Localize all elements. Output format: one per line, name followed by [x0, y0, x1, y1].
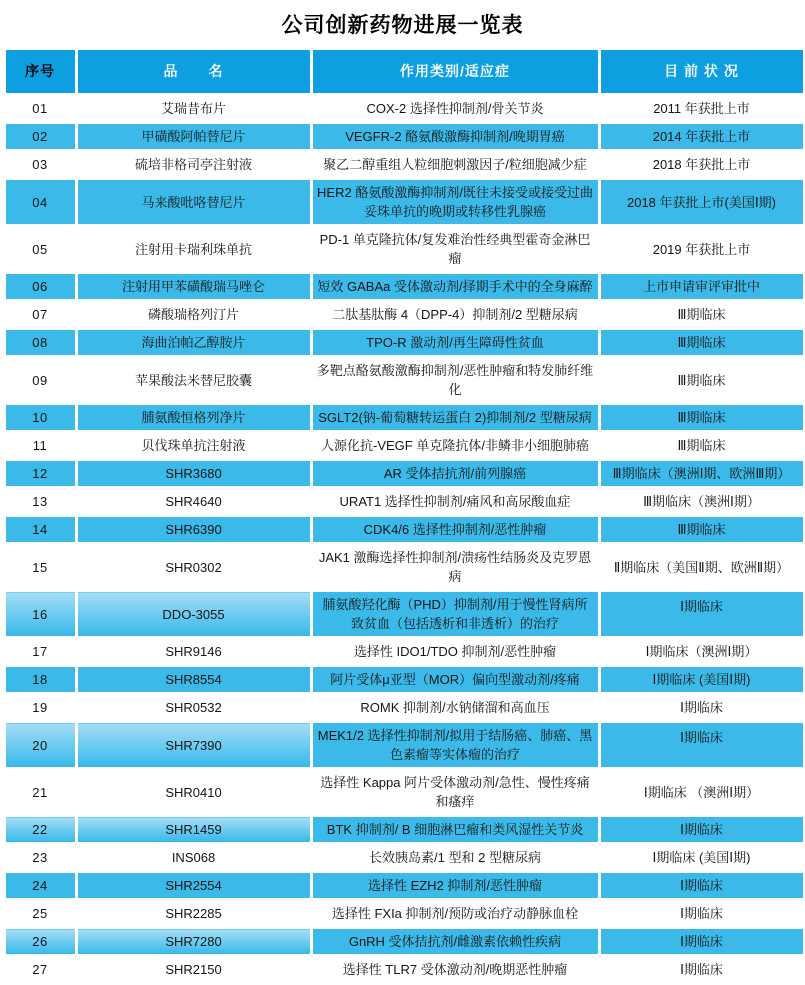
cell-status: Ⅲ期临床 — [599, 301, 804, 329]
cell-name: SHR6390 — [76, 516, 311, 544]
table-row — [4, 179, 804, 226]
cell-category: TPO-R 激动剂/再生障碍性贫血 — [311, 329, 599, 357]
cell-category: GnRH 受体拮抗剂/雌激素依赖性疾病 — [311, 928, 599, 956]
cell-name: SHR7280 — [76, 928, 311, 956]
cell-no: 23 — [4, 844, 76, 872]
cell-no: 24 — [4, 872, 76, 900]
cell-no: 12 — [4, 460, 76, 488]
table-row — [4, 956, 804, 984]
table-body — [4, 95, 804, 984]
cell-status: Ⅱ期临床（美国Ⅱ期、欧洲Ⅱ期） — [599, 544, 804, 591]
cell-name: SHR2285 — [76, 900, 311, 928]
cell-status: Ⅲ期临床 — [599, 404, 804, 432]
table-row — [4, 404, 804, 432]
cell-no: 20 — [4, 722, 76, 769]
cell-category: 选择性 TLR7 受体激动剂/晚期恶性肿瘤 — [311, 956, 599, 984]
cell-category: 选择性 Kappa 阿片受体激动剂/急性、慢性疼痛和瘙痒 — [311, 769, 599, 816]
page — [3, 0, 803, 910]
table-row — [4, 516, 804, 544]
table-row — [4, 769, 804, 816]
table-row — [4, 544, 804, 591]
cell-category: 二肽基肽酶 4（DPP-4）抑制剂/2 型糖尿病 — [311, 301, 599, 329]
table-row — [4, 357, 804, 404]
cell-name: INS068 — [76, 844, 311, 872]
table-row — [4, 273, 804, 301]
cell-name: 脯氨酸恒格列净片 — [76, 404, 311, 432]
header-row — [4, 49, 804, 95]
table-row — [4, 666, 804, 694]
cell-status: 2011 年获批上市 — [599, 95, 804, 123]
cell-no: 10 — [4, 404, 76, 432]
cell-category: CDK4/6 选择性抑制剂/恶性肿瘤 — [311, 516, 599, 544]
cell-category: 选择性 FXIa 抑制剂/预防或治疗动静脉血栓 — [311, 900, 599, 928]
cell-name: 甲磺酸阿帕替尼片 — [76, 123, 311, 151]
cell-status: Ⅲ期临床（澳洲Ⅰ期、欧洲Ⅲ期） — [599, 460, 804, 488]
cell-status: Ⅰ期临床 — [599, 694, 804, 722]
cell-no: 04 — [4, 179, 76, 226]
table-row — [4, 460, 804, 488]
cell-status: Ⅰ期临床 (美国Ⅰ期) — [599, 666, 804, 694]
cell-no: 14 — [4, 516, 76, 544]
cell-status: Ⅲ期临床 — [599, 432, 804, 460]
table-row — [4, 591, 804, 638]
cell-no: 18 — [4, 666, 76, 694]
table-row — [4, 928, 804, 956]
cell-category: VEGFR-2 酪氨酸激酶抑制剂/晚期胃癌 — [311, 123, 599, 151]
cell-category: COX-2 选择性抑制剂/骨关节炎 — [311, 95, 599, 123]
cell-category: URAT1 选择性抑制剂/痛风和高尿酸血症 — [311, 488, 599, 516]
cell-no: 26 — [4, 928, 76, 956]
table-row — [4, 95, 804, 123]
cell-status: Ⅲ期临床 — [599, 357, 804, 404]
header-cell-status: 目 前 状 况 — [599, 49, 804, 95]
cell-name: SHR2150 — [76, 956, 311, 984]
cell-name: 硫培非格司亭注射液 — [76, 151, 311, 179]
cell-name: SHR0410 — [76, 769, 311, 816]
header-cell-name: 品 名 — [76, 49, 311, 95]
cell-status: Ⅰ期临床 — [599, 722, 804, 769]
cell-category: SGLT2(钠-葡萄糖转运蛋白 2)抑制剂/2 型糖尿病 — [311, 404, 599, 432]
drug-progress-table — [3, 47, 805, 985]
cell-no: 05 — [4, 226, 76, 273]
cell-name: 磷酸瑞格列汀片 — [76, 301, 311, 329]
cell-no: 06 — [4, 273, 76, 301]
cell-name: 贝伐珠单抗注射液 — [76, 432, 311, 460]
cell-name: 苹果酸法米替尼胶囊 — [76, 357, 311, 404]
cell-category: HER2 酪氨酸激酶抑制剂/既往未接受或接受过曲妥珠单抗的晚期或转移性乳腺癌 — [311, 179, 599, 226]
table-row — [4, 329, 804, 357]
cell-status: 2019 年获批上市 — [599, 226, 804, 273]
cell-no: 15 — [4, 544, 76, 591]
cell-name: SHR9146 — [76, 638, 311, 666]
cell-category: 人源化抗-VEGF 单克隆抗体/非鳞非小细胞肺癌 — [311, 432, 599, 460]
cell-category: BTK 抑制剂/ B 细胞淋巴瘤和类风湿性关节炎 — [311, 816, 599, 844]
table-row — [4, 694, 804, 722]
cell-no: 21 — [4, 769, 76, 816]
cell-name: SHR8554 — [76, 666, 311, 694]
cell-name: SHR2554 — [76, 872, 311, 900]
cell-category: 脯氨酸羟化酶（PHD）抑制剂/用于慢性肾病所致贫血（包括透析和非透析）的治疗 — [311, 591, 599, 638]
table-row — [4, 638, 804, 666]
cell-no: 02 — [4, 123, 76, 151]
cell-status: 2018 年获批上市(美国Ⅰ期) — [599, 179, 804, 226]
cell-no: 01 — [4, 95, 76, 123]
cell-category: 选择性 IDO1/TDO 抑制剂/恶性肿瘤 — [311, 638, 599, 666]
table-row — [4, 900, 804, 928]
cell-no: 22 — [4, 816, 76, 844]
cell-status: 2018 年获批上市 — [599, 151, 804, 179]
cell-status: Ⅰ期临床 — [599, 591, 804, 638]
header-cell-no: 序号 — [4, 49, 76, 95]
cell-status: 上市申请审评审批中 — [599, 273, 804, 301]
cell-category: PD-1 单克隆抗体/复发难治性经典型霍奇金淋巴瘤 — [311, 226, 599, 273]
cell-no: 19 — [4, 694, 76, 722]
cell-status: Ⅰ期临床 （澳洲Ⅰ期） — [599, 769, 804, 816]
cell-status: Ⅰ期临床 (美国Ⅰ期) — [599, 844, 804, 872]
cell-no: 07 — [4, 301, 76, 329]
cell-name: SHR0532 — [76, 694, 311, 722]
cell-no: 08 — [4, 329, 76, 357]
table-row — [4, 432, 804, 460]
cell-status: Ⅰ期临床 — [599, 928, 804, 956]
table-row — [4, 816, 804, 844]
cell-name: SHR3680 — [76, 460, 311, 488]
cell-category: 聚乙二醇重组人粒细胞刺激因子/粒细胞减少症 — [311, 151, 599, 179]
cell-status: Ⅰ期临床 — [599, 872, 804, 900]
cell-status: Ⅰ期临床 — [599, 900, 804, 928]
cell-status: 2014 年获批上市 — [599, 123, 804, 151]
cell-no: 17 — [4, 638, 76, 666]
table-row — [4, 301, 804, 329]
cell-name: SHR1459 — [76, 816, 311, 844]
table-row — [4, 488, 804, 516]
cell-no: 09 — [4, 357, 76, 404]
cell-category: 阿片受体μ亚型（MOR）偏向型激动剂/疼痛 — [311, 666, 599, 694]
cell-name: 注射用卡瑞利珠单抗 — [76, 226, 311, 273]
cell-name: 注射用甲苯磺酸瑞马唑仑 — [76, 273, 311, 301]
cell-no: 11 — [4, 432, 76, 460]
header-cell-category: 作用类别/适应症 — [311, 49, 599, 95]
cell-status: Ⅰ期临床 — [599, 956, 804, 984]
page-title: 公司创新药物进展一览表 — [3, 0, 803, 47]
table-row — [4, 722, 804, 769]
table-row — [4, 151, 804, 179]
cell-status: Ⅰ期临床（澳洲Ⅰ期） — [599, 638, 804, 666]
cell-category: AR 受体拮抗剂/前列腺癌 — [311, 460, 599, 488]
cell-name: DDO-3055 — [76, 591, 311, 638]
cell-category: 长效胰岛素/1 型和 2 型糖尿病 — [311, 844, 599, 872]
cell-name: SHR7390 — [76, 722, 311, 769]
cell-name: 艾瑞昔布片 — [76, 95, 311, 123]
table-row — [4, 844, 804, 872]
table-row — [4, 123, 804, 151]
table-header — [4, 49, 804, 95]
cell-no: 27 — [4, 956, 76, 984]
table-row — [4, 872, 804, 900]
cell-category: MEK1/2 选择性抑制剂/拟用于结肠癌、肺癌、黑色素瘤等实体瘤的治疗 — [311, 722, 599, 769]
cell-no: 13 — [4, 488, 76, 516]
cell-name: SHR0302 — [76, 544, 311, 591]
cell-category: 短效 GABAa 受体激动剂/择期手术中的全身麻醉 — [311, 273, 599, 301]
cell-category: 选择性 EZH2 抑制剂/恶性肿瘤 — [311, 872, 599, 900]
cell-name: 马来酸吡咯替尼片 — [76, 179, 311, 226]
cell-category: JAK1 激酶选择性抑制剂/溃疡性结肠炎及克罗恩病 — [311, 544, 599, 591]
cell-status: Ⅲ期临床 — [599, 329, 804, 357]
cell-category: ROMK 抑制剂/水钠储溜和高血压 — [311, 694, 599, 722]
cell-category: 多靶点酪氨酸激酶抑制剂/恶性肿瘤和特发肺纤维化 — [311, 357, 599, 404]
cell-status: Ⅲ期临床 — [599, 516, 804, 544]
cell-no: 03 — [4, 151, 76, 179]
cell-status: Ⅲ期临床（澳洲Ⅰ期） — [599, 488, 804, 516]
cell-name: 海曲泊帕乙醇胺片 — [76, 329, 311, 357]
cell-status: Ⅰ期临床 — [599, 816, 804, 844]
cell-no: 25 — [4, 900, 76, 928]
table-row — [4, 226, 804, 273]
cell-no: 16 — [4, 591, 76, 638]
cell-name: SHR4640 — [76, 488, 311, 516]
